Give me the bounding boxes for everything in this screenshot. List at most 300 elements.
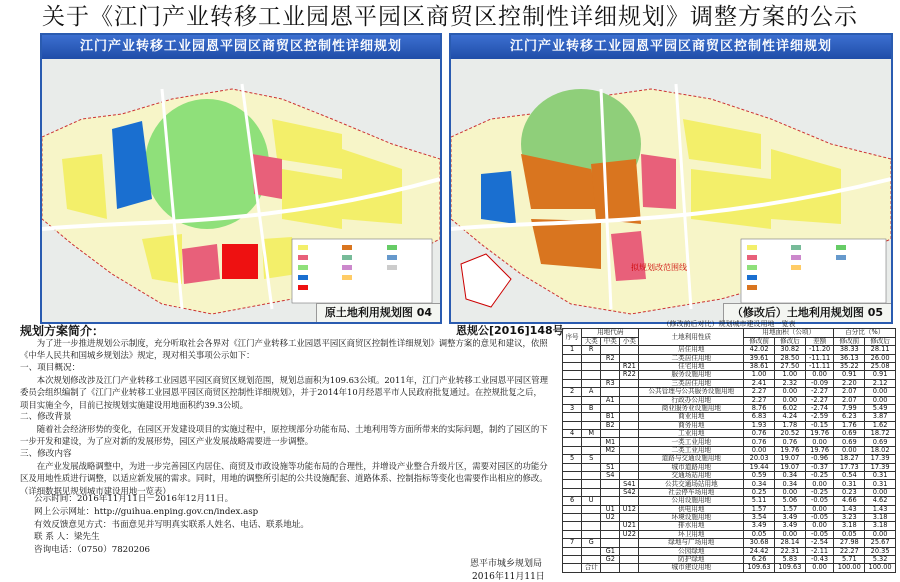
table-cell-minor	[601, 388, 620, 396]
table-cell-a: 19.07	[774, 455, 805, 463]
table-cell-sub	[620, 555, 639, 563]
table-cell-major	[582, 505, 601, 513]
table-cell-a: 109.63	[774, 564, 805, 572]
table-cell-a: 28.50	[774, 354, 805, 362]
table-cell-d: -0.43	[805, 555, 834, 563]
table-cell-a: 3.49	[774, 522, 805, 530]
table-cell-d: 0.00	[805, 505, 834, 513]
table-cell-sub: R22	[620, 371, 639, 379]
table-cell-seq: 2	[563, 388, 582, 396]
table-cell-major: U	[582, 497, 601, 505]
table-cell-sub: R21	[620, 362, 639, 370]
table-cell-major	[582, 371, 601, 379]
table-cell-minor: R2	[601, 354, 620, 362]
table-cell-d: 0.00	[805, 371, 834, 379]
table-cell-d: -0.05	[805, 497, 834, 505]
table-cell-b: 0.05	[744, 530, 775, 538]
table-cell-sub	[620, 455, 639, 463]
table-cell-d: -2.59	[805, 413, 834, 421]
table-row	[563, 430, 896, 438]
table-cell-seq: 7	[563, 539, 582, 547]
table-cell-sub	[620, 396, 639, 404]
table-cell-pb: 36.13	[834, 354, 865, 362]
table-cell-pa: 0.31	[865, 472, 896, 480]
table-cell-pb: 1.76	[834, 421, 865, 429]
table-cell-b: 6.83	[744, 413, 775, 421]
table-cell-major	[582, 480, 601, 488]
table-cell-d: 0.00	[805, 438, 834, 446]
table-cell-a: 1.00	[774, 371, 805, 379]
table-cell-seq	[563, 513, 582, 521]
table-cell-pa: 20.35	[865, 547, 896, 555]
table-cell-d: 0.00	[805, 522, 834, 530]
table-cell-d: -2.27	[805, 396, 834, 404]
table-cell-minor	[601, 522, 620, 530]
table-cell-sub	[620, 547, 639, 555]
table-cell-major: S	[582, 455, 601, 463]
table-cell-minor: U2	[601, 513, 620, 521]
table-cell-pa: 1.43	[865, 505, 896, 513]
table-cell-minor	[601, 455, 620, 463]
table-cell-sub: U22	[620, 530, 639, 538]
map-header: 江门产业转移工业园恩平园区商贸区控制性详细规划	[42, 35, 440, 59]
table-cell-pa: 0.91	[865, 371, 896, 379]
table-cell-b: 42.02	[744, 346, 775, 354]
table-cell-d: -11.20	[805, 346, 834, 354]
table-cell-name: 住宅用地	[639, 362, 744, 370]
table-cell-pa: 0.69	[865, 438, 896, 446]
table-cell-b: 20.03	[744, 455, 775, 463]
table-cell-name: 城市道路用地	[639, 463, 744, 471]
table-cell-pb: 38.33	[834, 346, 865, 354]
table-cell-major	[582, 472, 601, 480]
table-cell-pa: 0.00	[865, 396, 896, 404]
table-cell-pa: 3.18	[865, 513, 896, 521]
land-use-table	[562, 321, 896, 573]
table-cell-seq	[563, 480, 582, 488]
table-cell-pa: 3.18	[865, 522, 896, 530]
table-cell-seq: 3	[563, 404, 582, 412]
table-cell-pb: 0.69	[834, 430, 865, 438]
table-cell-pa: 3.87	[865, 413, 896, 421]
table-cell-major	[582, 513, 601, 521]
table-cell-sub	[620, 421, 639, 429]
col-seq-header: 序号	[563, 329, 582, 346]
table-cell-seq	[563, 354, 582, 362]
table-cell-d: -0.96	[805, 455, 834, 463]
table-cell-seq	[563, 362, 582, 370]
table-cell-name: 商务用地	[639, 421, 744, 429]
table-cell-seq: 4	[563, 430, 582, 438]
table-cell-b: 3.49	[744, 522, 775, 530]
table-cell-major: 合计	[582, 564, 601, 572]
table-cell-d: 0.00	[805, 564, 834, 572]
table-cell-pa: 26.00	[865, 354, 896, 362]
table-cell-minor	[601, 488, 620, 496]
table-cell-sub	[620, 497, 639, 505]
table-cell-pa: 25.08	[865, 362, 896, 370]
table-cell-d: 0.00	[805, 480, 834, 488]
table-cell-name: 排水用地	[639, 522, 744, 530]
table-cell-seq	[563, 555, 582, 563]
table-cell-minor: R3	[601, 379, 620, 387]
table-cell-name: 公共交通场站用地	[639, 480, 744, 488]
table-cell-pa: 4.62	[865, 497, 896, 505]
table-cell-b: 5.11	[744, 497, 775, 505]
table-cell-major	[582, 413, 601, 421]
table-cell-minor: A1	[601, 396, 620, 404]
table-cell-b: 0.34	[744, 480, 775, 488]
table-cell-seq: 1	[563, 346, 582, 354]
table-cell-sub: U21	[620, 522, 639, 530]
table-cell-sub	[620, 539, 639, 547]
table-cell-b: 0.00	[744, 446, 775, 454]
table-cell-name: 社会停车场用地	[639, 488, 744, 496]
table-cell-pa: 0.31	[865, 480, 896, 488]
table-cell-pb: 35.22	[834, 362, 865, 370]
table-cell-pb: 0.00	[834, 446, 865, 454]
table-cell-b: 24.42	[744, 547, 775, 555]
table-cell-a: 5.06	[774, 497, 805, 505]
table-cell-pa: 0.00	[865, 530, 896, 538]
table-cell-minor	[601, 430, 620, 438]
col-after-header: 修改后	[774, 337, 805, 345]
table-cell-major	[582, 463, 601, 471]
table-cell-pa: 17.39	[865, 463, 896, 471]
table-cell-d: -2.74	[805, 404, 834, 412]
table-cell-pb: 18.27	[834, 455, 865, 463]
table-cell-a: 1.57	[774, 505, 805, 513]
map-panel-original	[40, 33, 442, 324]
table-cell-name: 居住用地	[639, 346, 744, 354]
table-cell-name: 服务设施用地	[639, 371, 744, 379]
table-cell-b: 39.61	[744, 354, 775, 362]
table-cell-b: 0.25	[744, 488, 775, 496]
table-cell-pa: 2.12	[865, 379, 896, 387]
page-title: 关于《江门产业转移工业园恩平园区商贸区控制性详细规划》调整方案的公示	[42, 4, 858, 30]
table-cell-sub	[620, 413, 639, 421]
table-cell-pb: 27.98	[834, 539, 865, 547]
table-cell-name: 公园绿地	[639, 547, 744, 555]
table-cell-sub	[620, 463, 639, 471]
table-cell-d: -0.05	[805, 530, 834, 538]
table-cell-b: 109.63	[744, 564, 775, 572]
table-cell-sub: S41	[620, 480, 639, 488]
col-name-header: 土地利用性质	[639, 329, 744, 346]
table-cell-d: -11.11	[805, 354, 834, 362]
table-cell-minor: S1	[601, 463, 620, 471]
table-cell-name: 公共管理与公共服务设施用地	[639, 388, 744, 396]
land-use-map-revised	[451, 59, 891, 322]
table-cell-b: 0.59	[744, 472, 775, 480]
table-cell-major: B	[582, 404, 601, 412]
table-cell-a: 3.49	[774, 513, 805, 521]
table-row	[563, 388, 896, 396]
table-cell-sub	[620, 388, 639, 396]
table-cell-seq	[563, 463, 582, 471]
table-cell-a: 0.00	[774, 530, 805, 538]
table-cell-b: 3.54	[744, 513, 775, 521]
table-cell-d: -0.15	[805, 421, 834, 429]
table-cell-pb: 17.73	[834, 463, 865, 471]
table-cell-sub	[620, 430, 639, 438]
table-cell-minor	[601, 362, 620, 370]
table-cell-pb: 1.43	[834, 505, 865, 513]
table-cell-b: 0.76	[744, 438, 775, 446]
col-area-header: 用地面积（公顷）	[744, 329, 834, 337]
table-cell-minor: U1	[601, 505, 620, 513]
table-cell-name: 商业服务业设施用地	[639, 404, 744, 412]
table-row	[563, 472, 896, 480]
table-cell-pb: 2.07	[834, 396, 865, 404]
table-cell-pa: 5.49	[865, 404, 896, 412]
table-cell-d: -0.25	[805, 472, 834, 480]
table-cell-minor: G2	[601, 555, 620, 563]
table-cell-d: -0.37	[805, 463, 834, 471]
contact-person: 联 系 人：梁先生	[34, 532, 100, 542]
table-cell-a: 19.76	[774, 446, 805, 454]
table-cell-name: 商业用地	[639, 413, 744, 421]
table-cell-sub: S42	[620, 488, 639, 496]
table-cell-major	[582, 547, 601, 555]
table-cell-name: 行政办公用地	[639, 396, 744, 404]
table-cell-minor	[601, 530, 620, 538]
contact-phone: 咨询电话：（0750）7820206	[34, 545, 151, 555]
table-cell-minor: B2	[601, 421, 620, 429]
table-cell-pb: 0.31	[834, 480, 865, 488]
notice-website[interactable]: 网上公示网址：http://guihua.enping.gov.cn/index.asp	[34, 507, 259, 517]
table-cell-a: 0.76	[774, 438, 805, 446]
intro-paragraph: 为了进一步推进规划公示制度，充分听取社会各界对《江门产业转移工业园恩平园区商贸区控制性详细规划》调整方案的意见和建议，依照《中华人民共和国城乡规划法》规定，现对相关事项公示如下：	[20, 338, 548, 361]
col-minor-header: 中类	[601, 337, 620, 345]
table-cell-major	[582, 362, 601, 370]
table-cell-a: 4.24	[774, 413, 805, 421]
table-cell-seq	[563, 564, 582, 572]
table-cell-pa: 0.00	[865, 388, 896, 396]
map-panel-revised	[449, 33, 893, 324]
table-cell-pa: 28.11	[865, 346, 896, 354]
table-cell-b: 30.68	[744, 539, 775, 547]
col-diff-header: 差额	[805, 337, 834, 345]
table-cell-pb: 2.07	[834, 388, 865, 396]
table-cell-b: 2.27	[744, 388, 775, 396]
table-cell-pb: 4.66	[834, 497, 865, 505]
table-row	[563, 522, 896, 530]
table-cell-minor: M2	[601, 446, 620, 454]
table-row	[563, 413, 896, 421]
land-use-map-original	[42, 59, 440, 322]
table-cell-name: 道路与交通设施用地	[639, 455, 744, 463]
table-cell-major: G	[582, 539, 601, 547]
background-paragraph: 随着社会经济形势的变化，在园区开发建设项目的实施过程中，原控规部分功能布局、土地利用等方面所带来的实际问题，制约了园区的下一步开发和建设，为了应对新的发展形势，园区产业发展战略需要进一步调整。	[20, 424, 548, 447]
table-cell-major	[582, 438, 601, 446]
table-cell-name: 防护绿地	[639, 555, 744, 563]
table-cell-d: -2.54	[805, 539, 834, 547]
table-cell-minor: G1	[601, 547, 620, 555]
col-pct-header: 百分比（%）	[834, 329, 896, 337]
table-cell-name: 供电用地	[639, 505, 744, 513]
table-cell-name: 工业用地	[639, 430, 744, 438]
table-cell-minor	[601, 346, 620, 354]
table-cell-d: -0.25	[805, 488, 834, 496]
table-cell-minor	[601, 480, 620, 488]
table-caption: （修改前后对比）规划城市建设用地一览表	[662, 320, 796, 329]
table-cell-minor	[601, 539, 620, 547]
table-cell-a: 0.00	[774, 488, 805, 496]
table-cell-name: 二类居住用地	[639, 354, 744, 362]
issue-date: 2016年11月11日	[472, 572, 545, 582]
table-cell-minor: B1	[601, 413, 620, 421]
table-cell-name: 环卫用地	[639, 530, 744, 538]
table-cell-minor: M1	[601, 438, 620, 446]
table-cell-pa: 17.39	[865, 455, 896, 463]
table-row	[563, 564, 896, 572]
table-cell-a: 2.32	[774, 379, 805, 387]
content-paragraph: 在产业发展战略调整中，为进一步完善园区内居住、商贸及市政设施等功能布局的合理性，并增设产业整合升级片区，需要对园区的功能分区及用地性质进行调整，以适应新发展的需求。同时，用地的调整所引起的公共设施配套、道路体系、控制指标等变化也需要作出相应的修改。（详细数据见规划城市建设用地一览表）	[20, 461, 548, 496]
table-cell-major	[582, 354, 601, 362]
table-cell-name: 城市建设用地	[639, 564, 744, 572]
intro-heading: 规划方案简介：	[20, 324, 105, 338]
table-cell-pb: 0.05	[834, 530, 865, 538]
table-cell-sub: U12	[620, 505, 639, 513]
table-row	[563, 455, 896, 463]
table-cell-sub	[620, 346, 639, 354]
table-cell-a: 20.52	[774, 430, 805, 438]
table-cell-a: 30.82	[774, 346, 805, 354]
table-cell-seq	[563, 505, 582, 513]
table-cell-pb: 5.71	[834, 555, 865, 563]
table-cell-pb: 0.91	[834, 371, 865, 379]
table-cell-pa: 5.32	[865, 555, 896, 563]
table-cell-major: R	[582, 346, 601, 354]
table-cell-seq	[563, 438, 582, 446]
table-cell-b: 1.93	[744, 421, 775, 429]
col-pct-before-header: 修改前	[834, 337, 865, 345]
table-cell-major: A	[582, 388, 601, 396]
table-cell-b: 2.41	[744, 379, 775, 387]
col-before-header: 修改前	[744, 337, 775, 345]
feedback-method: 有效反馈意见方式：书面意见并写明真实联系人姓名、电话、联系地址。	[34, 520, 310, 530]
table-cell-b: 1.57	[744, 505, 775, 513]
table-cell-minor	[601, 497, 620, 505]
table-cell-pb: 3.18	[834, 522, 865, 530]
table-cell-d: -0.05	[805, 513, 834, 521]
map-footer: 原土地利用规划图 04	[316, 303, 440, 322]
table-cell-b: 8.76	[744, 404, 775, 412]
issuing-organization: 恩平市城乡规划局	[470, 559, 543, 569]
section-background-heading: 二、修改背景	[20, 412, 72, 422]
table-cell-d: -11.11	[805, 362, 834, 370]
table-cell-sub	[620, 446, 639, 454]
table-cell-sub	[620, 404, 639, 412]
col-sub-header: 小类	[620, 337, 639, 345]
table-cell-a: 22.31	[774, 547, 805, 555]
table-cell-minor	[601, 371, 620, 379]
table-cell-b: 6.26	[744, 555, 775, 563]
table-cell-pa: 25.67	[865, 539, 896, 547]
col-major-header: 大类	[582, 337, 601, 345]
table-cell-name: 绿地与广场用地	[639, 539, 744, 547]
table-cell-pa: 18.72	[865, 430, 896, 438]
table-row	[563, 497, 896, 505]
table-cell-d: -0.09	[805, 379, 834, 387]
doc-number: 恩规公[2016]148号	[456, 324, 564, 337]
section-content-heading: 三、修改内容	[20, 449, 72, 459]
table-cell-minor: S4	[601, 472, 620, 480]
table-cell-sub	[620, 379, 639, 387]
overview-paragraph: 本次规划修改涉及江门产业转移工业园恩平园区商贸区规划范围，规划总面积为109.63公顷。2011年，江门产业转移工业园恩平园区管理委员会组织编制了《江门产业转移工业园恩平园区商贸区控制性详细规划》，并于2014年10月经恩平市人民政府批复通过。在控规批复之后，项目实施全今，目前已按规划实施建设用地面积约39.3公顷。	[20, 375, 549, 410]
table-cell-d: 19.76	[805, 430, 834, 438]
table-cell-pb: 6.23	[834, 413, 865, 421]
table-cell-d: -2.27	[805, 388, 834, 396]
map-footer: （修改后）土地利用规划图 05	[723, 303, 891, 322]
table-cell-seq: 5	[563, 455, 582, 463]
section-overview-heading: 一、项目概况：	[20, 363, 81, 373]
col-code-header: 用地代码	[582, 329, 639, 337]
table-cell-b: 2.27	[744, 396, 775, 404]
table-cell-a: 0.34	[774, 472, 805, 480]
notice-period: 公示时间：2016年11月11日－2016年12月11日。	[34, 494, 234, 504]
table-cell-seq	[563, 547, 582, 555]
table-cell-a: 5.83	[774, 555, 805, 563]
table-cell-pb: 22.27	[834, 547, 865, 555]
table-cell-sub	[620, 472, 639, 480]
table-cell-pb: 3.23	[834, 513, 865, 521]
table-cell-b: 38.61	[744, 362, 775, 370]
table-cell-pa: 100.00	[865, 564, 896, 572]
table-cell-a: 0.00	[774, 388, 805, 396]
table-cell-seq	[563, 522, 582, 530]
table-cell-pb: 2.20	[834, 379, 865, 387]
table-cell-b: 19.44	[744, 463, 775, 471]
table-row	[563, 346, 896, 354]
table-cell-seq	[563, 371, 582, 379]
table-cell-name: 三类居住用地	[639, 379, 744, 387]
table-cell-pb: 0.69	[834, 438, 865, 446]
table-cell-a: 27.50	[774, 362, 805, 370]
col-pct-after-header: 修改后	[865, 337, 896, 345]
table-cell-pb: 0.54	[834, 472, 865, 480]
table-cell-pa: 1.62	[865, 421, 896, 429]
table-row	[563, 371, 896, 379]
table-cell-name: 公用设施用地	[639, 497, 744, 505]
table-cell-name: 二类工业用地	[639, 446, 744, 454]
table-cell-b: 0.76	[744, 430, 775, 438]
table-cell-minor	[601, 564, 620, 572]
table-cell-pb: 0.23	[834, 488, 865, 496]
table-cell-sub	[620, 438, 639, 446]
table-cell-major: M	[582, 430, 601, 438]
table-cell-a: 1.78	[774, 421, 805, 429]
map-header: 江门产业转移工业园恩平园区商贸区控制性详细规划	[451, 35, 891, 59]
table-cell-d: -2.11	[805, 547, 834, 555]
table-cell-a: 19.07	[774, 463, 805, 471]
table-cell-b: 1.00	[744, 371, 775, 379]
table-cell-name: 交通场站用地	[639, 472, 744, 480]
table-cell-d: 19.76	[805, 446, 834, 454]
table-cell-name: 一类工业用地	[639, 438, 744, 446]
table-cell-a: 0.34	[774, 480, 805, 488]
revision-boundary-label: 拟规划改范围线	[631, 263, 687, 272]
table-cell-major	[582, 522, 601, 530]
table-cell-pb: 100.00	[834, 564, 865, 572]
table-cell-a: 6.02	[774, 404, 805, 412]
table-cell-sub	[620, 564, 639, 572]
table-row	[563, 539, 896, 547]
table-cell-pa: 18.02	[865, 446, 896, 454]
table-cell-pb: 7.99	[834, 404, 865, 412]
table-cell-name: 环境设施用地	[639, 513, 744, 521]
